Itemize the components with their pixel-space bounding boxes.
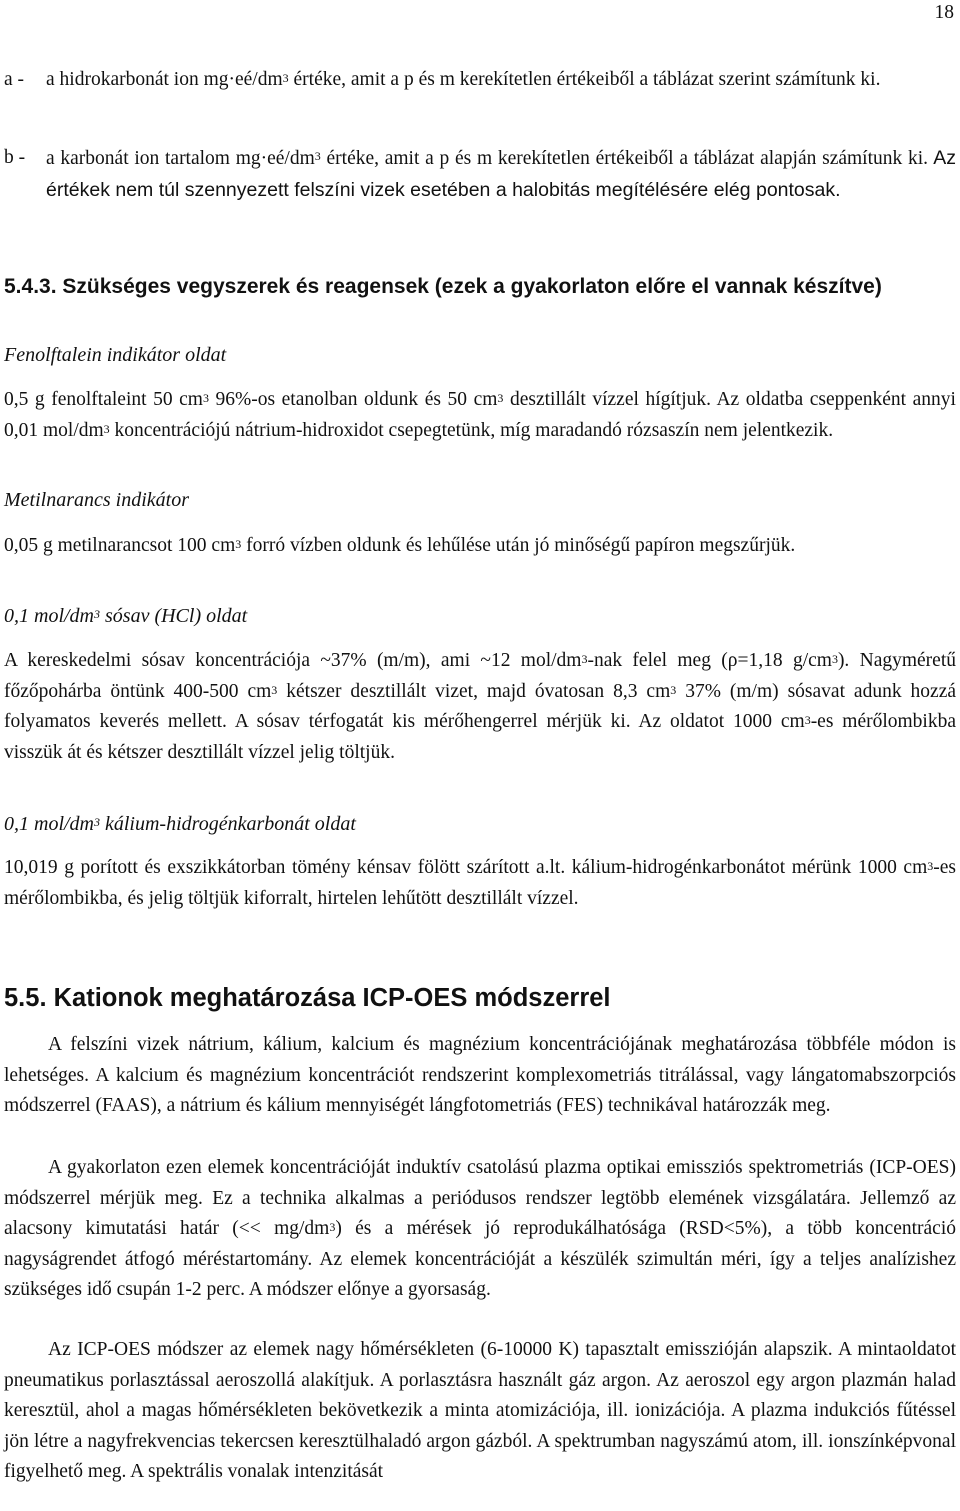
paragraph-55-2: A gyakorlaton ezen elemek koncentrációját induktív csatolású plazma optikai emissziós spektrometriás (ICP-OES) módszerrel mérjük meg. Ez a technika alkalmas a periódusos rendszer legtöbb elemének vizsgálatára. Jellemző az alacsony kimutatási határ (<< $mg/dm^3$) és a mérések jó reprodukálhatósága (RSD<5%), a több koncentráció nagyságrendet átfogó méréstartomány. Az elemek koncentrációját a készülék szimultán méri, így a teljes analízishez szükséges idő csupán 1-2 perc. A módszer előnye a gyorsaság. — [4, 1157, 956, 1300]
paragraph-metilnarancs: 0,05 g metilnarancsot 100 $cm^3$ forró vízben oldunk és lehűlése után jó minőségű papíron megszűrjük. — [4, 535, 796, 556]
section-heading-543: 5.4.3. Szükséges vegyszerek és reagensek (ezek a gyakorlaton előre el vannak készítve) — [4, 275, 882, 298]
paragraph-sosav: A kereskedelmi sósav koncentrációja ~37% (m/m), ami ~12 mol/$dm^3$-nak felel meg (ρ=1,18 $g/cm^3$). Nagyméretű főzőpohárba öntünk 400-500 $cm^3$ kétszer desztillált vizet, majd óvatosan 8,3 $cm^3$ 37% (m/m) sósavat adunk hozzá folyamatos keverés mellett. A sósav térfogatát kis mérőhengerrel mérjük ki. Az oldatot 1000 $cm^3-es$ mérőlombikba visszük át és kétszer desztillált vízzel jelig töltjük. — [4, 650, 957, 763]
list-item-text: a hidrokarbonát ion $mg\cdot eé/dm^3$ értéke, amit a p és m kerekítetlen értékeiből a táblázat szerint számítunk ki. — [46, 69, 881, 90]
paragraph-55-1: A felszíni vizek nátrium, kálium, kalcium és magnézium koncentrációjának meghatározása többféle módon is lehetséges. A kalcium és magnézium koncentrációt rendszerint komplexometriás titrálással, vagy lángatomabszorpciós módszerrel (FAAS), a nátrium és kálium mennyiségét lángfotometriás (FES) technikával határozzák meg. — [4, 1034, 956, 1116]
paragraph-kalium: 10,019 g porított és exszikkátorban tömény kénsav fölött szárított a.lt. kálium-hidrogénkarbonátot mérünk 1000 $cm^3-es$ mérőlombikba, és jelig töltjük kiforralt, hirtelen lehűtött desztillált vízzel. — [4, 857, 956, 909]
list-item-a — [4, 65, 956, 96]
section-heading-55: 5.5. Kationok meghatározása ICP-OES módszerrel — [4, 984, 611, 1012]
list-item-b — [4, 143, 956, 206]
subheading-fenolftalein: Fenolftalein indikátor oldat — [4, 344, 227, 366]
paragraph-55-3: Az ICP-OES módszer az elemek nagy hőmérsékleten (6-10000 K) tapasztalt emisszióján alapszik. A mintaoldatot pneumatikus porlasztással aeroszollá alakítjuk. A porlasztásra használt gáz argon. Az aeroszol egy argon plazmán halad keresztül, ahol a magas hőmérsékleten bekövetkezik a minta atomizációja, ill. ionizációja. A plazma indukciós fűtéssel jön létre a nagyfrekvencias tekercsen keresztülhaladó argon gázból. A spektrumban nagyszámú atom, ill. ionszínképvonal figyelhető meg. A spektrális vonalak intenzitását — [4, 1339, 956, 1482]
subheading-sosav: 0,1 mol/$dm^3$ sósav (HCl) oldat — [4, 605, 248, 627]
subheading-kalium: 0,1 mol/$dm^3$ kálium-hidrogénkarbonát oldat — [4, 813, 356, 835]
list-item-text: a karbonát ion tartalom $mg\cdot eé/dm^3$ értéke, amit a p és m kerekítetlen értékeiből a táblázat alapján számítunk ki. Az értékek nem túl szennyezett felszíni vizek esetében a halobitás megítélésére elég pontosak. — [46, 147, 957, 201]
paragraph-fenolftalein: 0,5 g fenolftaleint 50 $cm^3$ 96%-os etanolban oldunk és 50 $cm^3$ desztillált vízzel hígítjuk. Az oldatba cseppenként annyi 0,01 mol/$dm^3$ koncentrációjú nátrium-hidroxidot csepegtetünk, míg maradandó rózsaszín nem jelentkezik. — [4, 389, 956, 441]
subheading-metilnarancs: Metilnarancs indikátor — [4, 489, 189, 511]
page-number: 18 — [934, 2, 954, 23]
list-marker: a - — [4, 69, 25, 90]
list-marker: b - — [4, 147, 26, 168]
